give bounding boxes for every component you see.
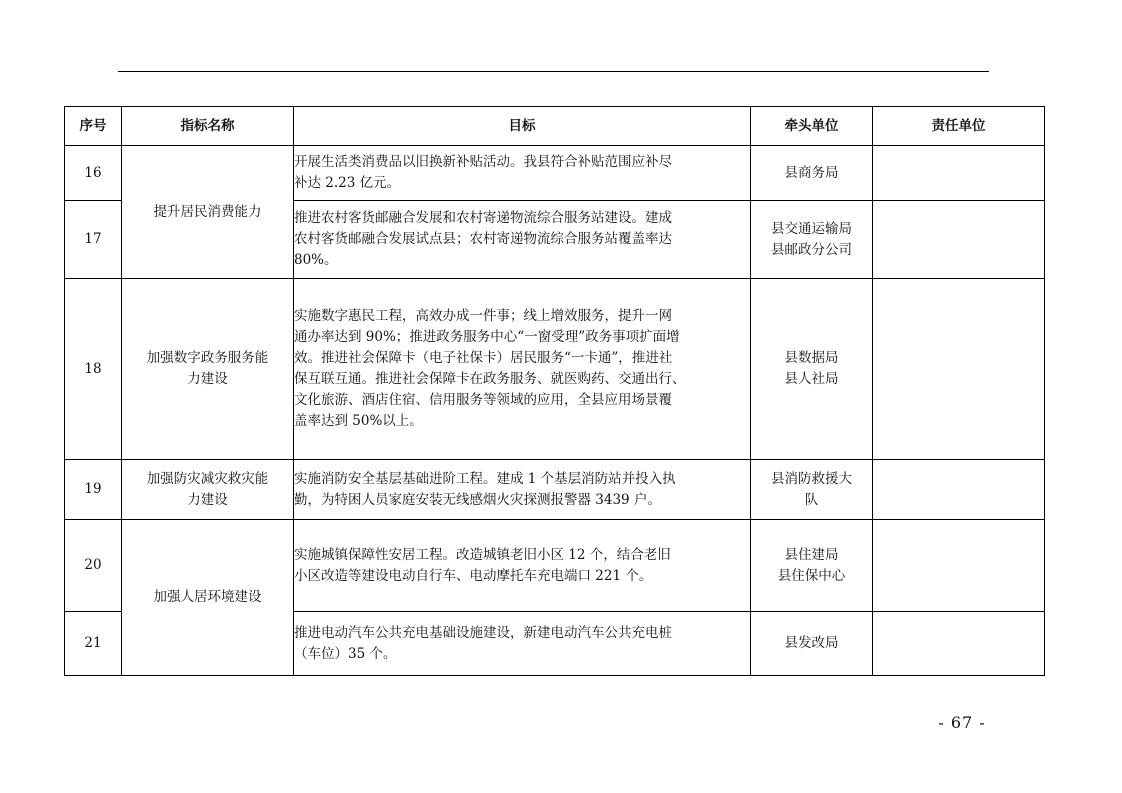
indicator-table <box>64 106 1045 676</box>
goal-line: 小区改造等建设电动自行车、电动摩托车充电端口 221 个。 <box>294 567 653 584</box>
lead-unit-line: 县人社局 <box>784 371 839 387</box>
goal-cell <box>294 201 751 279</box>
table-row <box>65 279 1045 460</box>
goal-cell <box>294 520 751 612</box>
goal-line: 推进农村客货邮融合发展和农村寄递物流综合服务站建设。建成 <box>294 210 672 226</box>
resp-unit-cell <box>873 279 1045 460</box>
indicator-name-line: 加强人居环境建设 <box>153 589 262 605</box>
lead-unit-line: 县消防救援大 <box>771 470 852 487</box>
resp-unit-cell <box>873 460 1045 520</box>
resp-unit-cell <box>873 201 1045 279</box>
resp-unit-cell <box>873 612 1045 676</box>
lead-unit-cell <box>751 612 873 676</box>
indicator-name-line: 加强防灾减灾救灾能 <box>146 470 269 487</box>
goal-line: 效。推进社会保障卡（电子社保卡）居民服务“一卡通”，推进社 <box>294 350 673 366</box>
resp-unit-cell <box>873 520 1045 612</box>
indicator-name-line: 力建设 <box>187 371 228 387</box>
goal-cell <box>294 146 751 201</box>
header-rule <box>118 71 989 72</box>
lead-unit-line: 县数据局 <box>784 350 839 366</box>
goal-line: 80%。 <box>294 252 338 268</box>
lead-unit-line: 县住保中心 <box>777 567 846 584</box>
goal-line: 补达 2.23 亿元。 <box>294 175 401 191</box>
header-goal: 目标 <box>294 107 751 146</box>
lead-unit-cell <box>751 460 873 520</box>
table-row <box>65 146 1045 201</box>
goal-line: 通办率达到 90%；推进政务服务中心“一窗受理”政务事项扩面增 <box>294 329 680 345</box>
goal-line: 推进电动汽车公共充电基础设施建设，新建电动汽车公共充电桩 <box>294 624 672 641</box>
seq-cell: 21 <box>65 612 122 676</box>
goal-line: 实施消防安全基层基础进阶工程。建成 1 个基层消防站并投入执 <box>294 470 676 487</box>
table-row <box>65 460 1045 520</box>
lead-unit-cell <box>751 146 873 201</box>
indicator-name-line: 加强数字政务服务能 <box>146 350 269 366</box>
seq-cell: 19 <box>65 460 122 520</box>
indicator-name-cell <box>122 146 294 279</box>
indicator-name-cell <box>122 279 294 460</box>
lead-unit-line: 县住建局 <box>784 546 839 563</box>
header-name: 指标名称 <box>122 107 294 146</box>
seq-cell: 16 <box>65 146 122 201</box>
indicator-name-cell <box>122 520 294 676</box>
goal-line: 保互联互通。推进社会保障卡在政务服务、就医购药、交通出行、 <box>294 371 686 387</box>
goal-line: 文化旅游、酒店住宿、信用服务等领域的应用，全县应用场景覆 <box>294 392 672 408</box>
goal-line: 勤，为特困人员家庭安装无线感烟火灾探测报警器 3439 户。 <box>294 491 661 508</box>
indicator-name-cell <box>122 460 294 520</box>
page-number: - 67 - <box>938 713 986 732</box>
goal-line: 农村客货邮融合发展试点县；农村寄递物流综合服务站覆盖率达 <box>294 231 672 247</box>
lead-unit-cell <box>751 520 873 612</box>
table-header-row <box>65 107 1045 146</box>
lead-unit-line: 县商务局 <box>784 164 839 181</box>
goal-line: （车位）35 个。 <box>294 645 397 662</box>
goal-line: 实施数字惠民工程，高效办成一件事；线上增效服务，提升一网 <box>294 308 672 324</box>
seq-cell: 17 <box>65 201 122 279</box>
table-row <box>65 520 1045 612</box>
resp-unit-cell <box>873 146 1045 201</box>
lead-unit-line: 县交通运输局 <box>771 220 852 237</box>
lead-unit-cell <box>751 201 873 279</box>
lead-unit-line: 队 <box>804 491 819 508</box>
seq-cell: 20 <box>65 520 122 612</box>
goal-cell <box>294 279 751 460</box>
indicator-name-line: 提升居民消费能力 <box>153 203 262 220</box>
goal-cell <box>294 612 751 676</box>
indicator-name-line: 力建设 <box>187 491 228 508</box>
header-resp: 责任单位 <box>873 107 1045 146</box>
goal-line: 实施城镇保障性安居工程。改造城镇老旧小区 12 个，结合老旧 <box>294 546 671 563</box>
goal-line: 开展生活类消费品以旧换新补贴活动。我县符合补贴范围应补尽 <box>294 154 672 170</box>
header-seq: 序号 <box>65 107 122 146</box>
lead-unit-line: 县邮政分公司 <box>771 241 852 258</box>
header-lead: 牵头单位 <box>751 107 873 146</box>
lead-unit-cell <box>751 279 873 460</box>
lead-unit-line: 县发改局 <box>784 635 839 651</box>
goal-line: 盖率达到 50%以上。 <box>294 413 423 429</box>
seq-cell: 18 <box>65 279 122 460</box>
goal-cell <box>294 460 751 520</box>
